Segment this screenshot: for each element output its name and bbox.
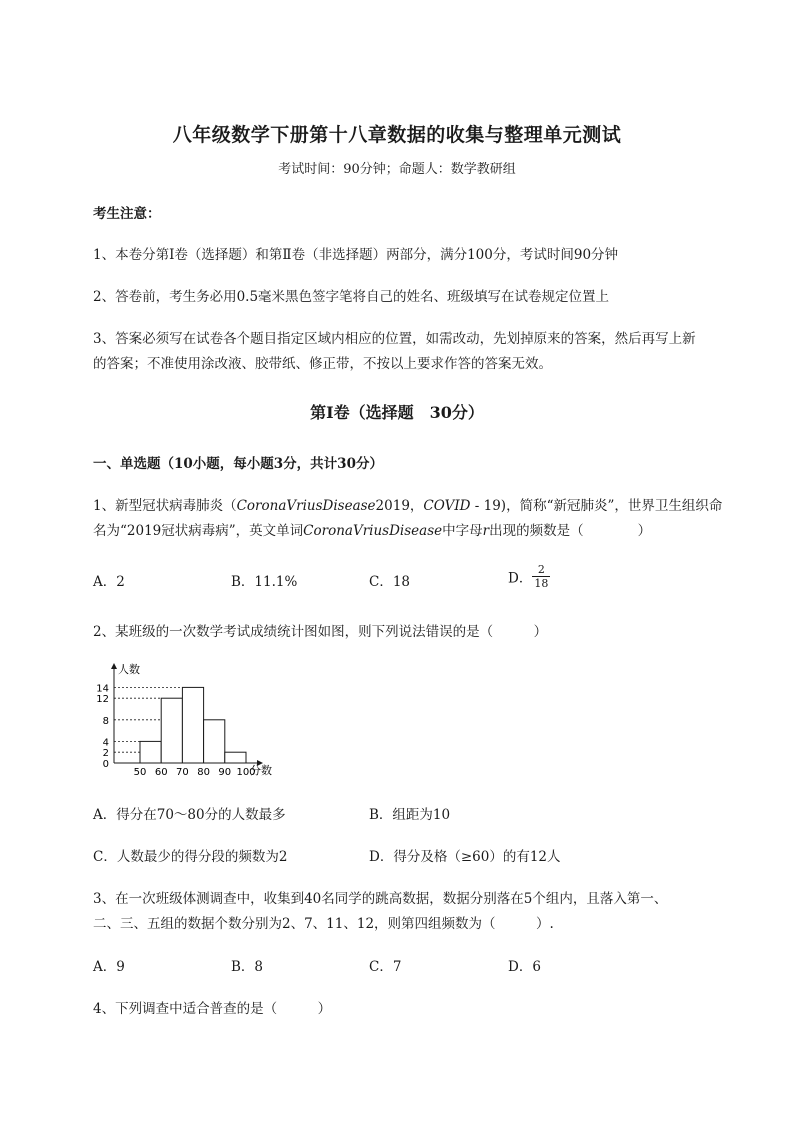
x-tick-label: 100 [236,767,256,778]
notice-item-2: 2、答卷前，考生务必用0.5毫米黑色签字笔将自己的姓名、班级填写在试卷规定位置上 [93,289,610,305]
y-tick-label: 4 [102,737,109,749]
y-axis-label: 人数 [118,663,140,676]
y-tick-label: 12 [96,694,109,706]
section-title: 第I卷（选择题 30分） [310,403,484,422]
x-tick-label: 60 [154,767,168,778]
y-tick-label: 2 [102,748,109,760]
notice-heading: 考生注意： [93,206,161,222]
exam-info: 考试时间：90分钟；命题人：数学教研组 [278,162,516,177]
notice-item-1: 1、本卷分第I卷（选择题）和第Ⅱ卷（非选择题）两部分，满分100分，考试时间90分钟 [93,247,619,263]
x-tick-label: 50 [133,767,147,778]
histogram-bar [140,741,161,763]
question-3-line-1: 3、在一次班级体测调查中，收集到40名同学的跳高数据，数据分别落在5个组内，且落入第一、 [93,891,668,907]
fraction: $\frac{2}{18}$ [534,563,549,590]
histogram-bar [225,752,246,763]
question-1-line-1: 1、新型冠状病毒肺炎（CoronaVriusDisease2019，COVID - 19)，简称“新冠肺炎”，世界卫生组织命 [93,498,723,514]
notice-item-3: 3、答案必须写在试卷各个题目指定区域内相应的位置，如需改动，先划掉原来的答案，然后再写上新 [93,331,696,347]
x-tick-label: 70 [176,767,189,778]
q1-option-b[interactable]: B．11.1% [231,574,298,590]
q3-option-b[interactable]: B．8 [231,959,264,975]
question-2-text: 2、某班级的一次数学考试成绩统计图如图，则下列说法错误的是（ ） [93,624,548,640]
q1-option-c[interactable]: C．18 [369,574,411,590]
q3-option-a[interactable]: A．9 [93,959,125,975]
question-4-text: 4、下列调查中适合普查的是（ ） [93,1001,332,1017]
q2-option-c[interactable]: C．人数最少的得分段的频数为2 [93,849,288,865]
q3-option-d[interactable]: D．6 [508,959,541,975]
score-histogram [88,660,288,785]
histogram-bar [182,687,203,763]
q1-option-a[interactable]: A．2 [93,574,125,590]
q3-option-c[interactable]: C．7 [369,959,402,975]
y-tick-label: 8 [102,715,109,727]
q2-option-b[interactable]: B．组距为10 [369,807,451,823]
x-axis-label: 分数 [250,764,272,777]
y-tick-label: 14 [96,683,109,695]
x-tick-label: 90 [218,767,232,778]
histogram-bar [204,720,225,763]
question-3-line-2: 二、三、五组的数据个数分别为2、7、11、12，则第四组频数为（ ）. [93,916,554,932]
histogram-bar [161,698,182,763]
q2-option-d[interactable]: D．得分及格（≥60）的有12人 [369,849,561,865]
q2-option-a[interactable]: A．得分在70～80分的人数最多 [93,807,286,823]
y-tick-label: 0 [102,759,109,770]
question-1-line-2: 名为“2019冠状病毒病”，英文单词CoronaVriusDisease中字母r出现的频数是（ ） [93,523,652,539]
page-title: 八年级数学下册第十八章数据的收集与整理单元测试 [172,124,622,146]
part-heading: 一、单选题（10小题，每小题3分，共计30分） [93,456,383,472]
notice-item-3-cont: 的答案；不准使用涂改液、胶带纸、修正带，不按以上要求作答的答案无效。 [93,356,552,372]
q1-option-d[interactable]: D． $\frac{2}{18}$ [508,563,549,590]
x-tick-label: 80 [197,767,210,778]
